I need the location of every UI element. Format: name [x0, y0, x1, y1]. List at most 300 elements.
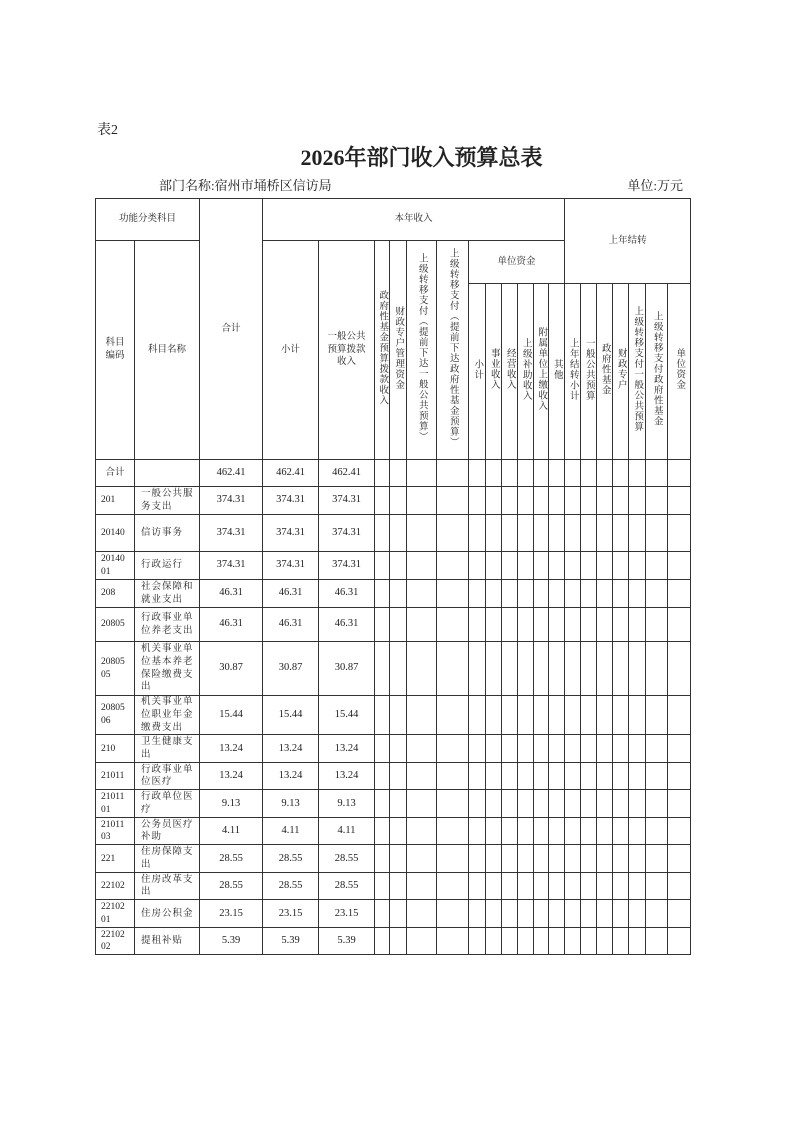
cell-empty: [549, 580, 565, 608]
cell-empty: [549, 608, 565, 642]
cell-empty: [549, 790, 565, 818]
cell-empty: [437, 552, 469, 580]
cell-empty: [469, 487, 486, 515]
cell-empty: [581, 873, 597, 900]
cell-empty: [502, 515, 518, 552]
header-last-year-col: 上级转移支付一般公共预算: [629, 284, 646, 460]
cell-empty: [518, 515, 534, 552]
header-total: 合计: [200, 199, 263, 460]
cell-empty: [469, 580, 486, 608]
cell-code: 2101101: [96, 790, 135, 818]
cell-empty: [581, 735, 597, 763]
cell-empty: [668, 552, 691, 580]
cell-total: 46.31: [200, 580, 263, 608]
cell-empty: [534, 845, 549, 873]
cell-empty: [581, 818, 597, 845]
cell-empty: [613, 696, 629, 735]
department-name: 部门名称:宿州市埇桥区信访局: [159, 178, 332, 193]
cell-empty: [549, 696, 565, 735]
cell-empty: [502, 900, 518, 928]
cell-empty: [469, 552, 486, 580]
cell-empty: [437, 696, 469, 735]
cell-general-budget: 46.31: [319, 608, 375, 642]
cell-empty: [375, 735, 390, 763]
cell-empty: [518, 763, 534, 790]
cell-empty: [565, 763, 581, 790]
cell-subtotal: 13.24: [263, 763, 319, 790]
header-last-year-col: 财政专户: [613, 284, 629, 460]
cell-empty: [597, 845, 613, 873]
cell-subtotal: 9.13: [263, 790, 319, 818]
cell-code: 2014001: [96, 552, 135, 580]
header-general-budget: 一般公共预算拨款收入: [319, 241, 375, 460]
cell-empty: [549, 873, 565, 900]
cell-empty: [390, 900, 407, 928]
cell-empty: [597, 642, 613, 696]
cell-empty: [486, 818, 502, 845]
cell-empty: [407, 552, 437, 580]
cell-empty: [407, 873, 437, 900]
cell-empty: [646, 763, 668, 790]
cell-empty: [629, 580, 646, 608]
cell-general-budget: 13.24: [319, 763, 375, 790]
cell-empty: [646, 460, 668, 487]
table-row: [96, 608, 691, 642]
cell-empty: [486, 515, 502, 552]
cell-empty: [375, 552, 390, 580]
cell-empty: [581, 900, 597, 928]
cell-empty: [502, 580, 518, 608]
cell-empty: [668, 642, 691, 696]
cell-empty: [565, 460, 581, 487]
cell-empty: [390, 735, 407, 763]
page-title: 2026年部门收入预算总表: [300, 145, 543, 170]
cell-empty: [549, 818, 565, 845]
cell-code: 2080506: [96, 696, 135, 735]
cell-empty: [390, 642, 407, 696]
cell-empty: [469, 818, 486, 845]
cell-empty: [390, 608, 407, 642]
cell-empty: [407, 818, 437, 845]
table-row: [96, 845, 691, 873]
cell-empty: [375, 790, 390, 818]
cell-empty: [646, 845, 668, 873]
cell-total: 5.39: [200, 928, 263, 955]
cell-empty: [390, 515, 407, 552]
cell-code: 2210201: [96, 900, 135, 928]
cell-empty: [375, 460, 390, 487]
cell-empty: [629, 642, 646, 696]
cell-code: 210: [96, 735, 135, 763]
cell-empty: [469, 845, 486, 873]
cell-subtotal: 13.24: [263, 735, 319, 763]
cell-empty: [668, 460, 691, 487]
header-unit-col: 小计: [469, 284, 486, 460]
cell-general-budget: 28.55: [319, 845, 375, 873]
cell-empty: [407, 515, 437, 552]
cell-empty: [668, 900, 691, 928]
cell-code: 20140: [96, 515, 135, 552]
cell-empty: [613, 790, 629, 818]
cell-empty: [437, 763, 469, 790]
cell-empty: [549, 928, 565, 955]
cell-empty: [437, 735, 469, 763]
cell-empty: [502, 696, 518, 735]
cell-code: 201: [96, 487, 135, 515]
cell-empty: [565, 696, 581, 735]
cell-empty: [437, 515, 469, 552]
cell-empty: [597, 608, 613, 642]
budget-table: [95, 198, 691, 955]
cell-empty: [407, 790, 437, 818]
header-transfer-general: 上级转移支付（提前下达一般公共预算）: [407, 241, 437, 460]
cell-name: 住房公积金: [135, 900, 200, 928]
cell-empty: [390, 580, 407, 608]
cell-empty: [613, 642, 629, 696]
cell-empty: [646, 928, 668, 955]
cell-subtotal: 374.31: [263, 487, 319, 515]
cell-empty: [534, 818, 549, 845]
cell-empty: [407, 735, 437, 763]
cell-empty: [390, 552, 407, 580]
cell-empty: [407, 487, 437, 515]
cell-empty: [534, 487, 549, 515]
cell-subtotal: 5.39: [263, 928, 319, 955]
cell-empty: [597, 790, 613, 818]
cell-empty: [668, 487, 691, 515]
cell-empty: [597, 460, 613, 487]
cell-name: 社会保障和就业支出: [135, 580, 200, 608]
cell-empty: [613, 873, 629, 900]
cell-empty: [581, 696, 597, 735]
cell-empty: [390, 790, 407, 818]
cell-empty: [407, 642, 437, 696]
cell-empty: [565, 608, 581, 642]
cell-empty: [629, 818, 646, 845]
cell-empty: [390, 818, 407, 845]
cell-empty: [407, 608, 437, 642]
cell-empty: [375, 580, 390, 608]
cell-empty: [390, 696, 407, 735]
cell-empty: [437, 900, 469, 928]
cell-general-budget: 5.39: [319, 928, 375, 955]
cell-empty: [565, 928, 581, 955]
cell-empty: [437, 790, 469, 818]
cell-empty: [646, 642, 668, 696]
cell-code: 221: [96, 845, 135, 873]
cell-empty: [646, 515, 668, 552]
cell-code: 20805: [96, 608, 135, 642]
cell-name: 住房改革支出: [135, 873, 200, 900]
cell-subtotal: 46.31: [263, 580, 319, 608]
unit-label: 单位:万元: [627, 178, 683, 193]
table-row: [96, 552, 691, 580]
cell-empty: [437, 580, 469, 608]
cell-empty: [613, 845, 629, 873]
header-code: 科目编码: [96, 241, 135, 460]
table-row: [96, 460, 691, 487]
cell-empty: [565, 735, 581, 763]
cell-empty: [390, 763, 407, 790]
cell-empty: [518, 642, 534, 696]
cell-empty: [549, 460, 565, 487]
header-unit-col: 其他: [549, 284, 565, 460]
cell-empty: [565, 552, 581, 580]
cell-empty: [646, 900, 668, 928]
cell-subtotal: 28.55: [263, 845, 319, 873]
cell-code: 合计: [96, 460, 135, 487]
cell-empty: [486, 580, 502, 608]
cell-empty: [518, 845, 534, 873]
cell-empty: [486, 608, 502, 642]
table-row: [96, 818, 691, 845]
cell-empty: [502, 608, 518, 642]
cell-general-budget: 374.31: [319, 487, 375, 515]
cell-empty: [581, 552, 597, 580]
cell-empty: [581, 928, 597, 955]
cell-empty: [629, 928, 646, 955]
cell-empty: [668, 735, 691, 763]
cell-total: 30.87: [200, 642, 263, 696]
cell-general-budget: 374.31: [319, 515, 375, 552]
cell-empty: [581, 763, 597, 790]
cell-empty: [646, 608, 668, 642]
cell-empty: [407, 696, 437, 735]
cell-general-budget: 28.55: [319, 873, 375, 900]
header-unit-col: 上级补助收入: [518, 284, 534, 460]
cell-empty: [549, 552, 565, 580]
cell-empty: [534, 735, 549, 763]
table-row: [96, 763, 691, 790]
cell-empty: [613, 735, 629, 763]
cell-name: [135, 460, 200, 487]
cell-subtotal: 23.15: [263, 900, 319, 928]
cell-empty: [437, 873, 469, 900]
cell-empty: [437, 608, 469, 642]
cell-name: 行政事业单位养老支出: [135, 608, 200, 642]
cell-empty: [597, 900, 613, 928]
header-this-year: 本年收入: [263, 199, 565, 241]
cell-subtotal: 374.31: [263, 515, 319, 552]
cell-name: 机关事业单位基本养老保险缴费支出: [135, 642, 200, 696]
table-row: [96, 900, 691, 928]
cell-general-budget: 4.11: [319, 818, 375, 845]
cell-empty: [646, 818, 668, 845]
cell-empty: [597, 487, 613, 515]
header-unit-col: 经营收入: [502, 284, 518, 460]
cell-empty: [629, 608, 646, 642]
cell-empty: [549, 845, 565, 873]
cell-name: 卫生健康支出: [135, 735, 200, 763]
cell-empty: [518, 552, 534, 580]
cell-general-budget: 46.31: [319, 580, 375, 608]
cell-general-budget: 30.87: [319, 642, 375, 696]
cell-empty: [518, 460, 534, 487]
cell-code: 2080505: [96, 642, 135, 696]
cell-empty: [502, 460, 518, 487]
cell-empty: [502, 873, 518, 900]
cell-empty: [629, 790, 646, 818]
cell-code: 2210202: [96, 928, 135, 955]
cell-empty: [502, 735, 518, 763]
cell-total: 46.31: [200, 608, 263, 642]
header-last-year-col: 上年结转小计: [565, 284, 581, 460]
cell-empty: [549, 900, 565, 928]
cell-empty: [518, 487, 534, 515]
cell-empty: [469, 696, 486, 735]
cell-general-budget: 462.41: [319, 460, 375, 487]
cell-empty: [613, 580, 629, 608]
cell-total: 374.31: [200, 515, 263, 552]
cell-empty: [469, 642, 486, 696]
cell-name: 行政事业单位医疗: [135, 763, 200, 790]
cell-empty: [629, 552, 646, 580]
cell-empty: [646, 552, 668, 580]
table-row: [96, 696, 691, 735]
cell-subtotal: 46.31: [263, 608, 319, 642]
cell-empty: [534, 696, 549, 735]
cell-total: 4.11: [200, 818, 263, 845]
cell-empty: [502, 763, 518, 790]
cell-empty: [629, 735, 646, 763]
table-row: [96, 790, 691, 818]
cell-empty: [518, 873, 534, 900]
cell-empty: [437, 487, 469, 515]
cell-empty: [565, 818, 581, 845]
cell-empty: [534, 873, 549, 900]
cell-empty: [613, 460, 629, 487]
cell-general-budget: 9.13: [319, 790, 375, 818]
cell-empty: [469, 763, 486, 790]
cell-empty: [534, 580, 549, 608]
cell-empty: [668, 790, 691, 818]
cell-empty: [534, 763, 549, 790]
cell-empty: [502, 845, 518, 873]
cell-empty: [597, 735, 613, 763]
cell-empty: [486, 487, 502, 515]
cell-total: 28.55: [200, 845, 263, 873]
cell-code: 21011: [96, 763, 135, 790]
cell-empty: [629, 845, 646, 873]
table-row: [96, 580, 691, 608]
cell-empty: [581, 790, 597, 818]
cell-empty: [486, 735, 502, 763]
cell-empty: [375, 515, 390, 552]
cell-empty: [486, 845, 502, 873]
table-row: [96, 515, 691, 552]
cell-general-budget: 13.24: [319, 735, 375, 763]
cell-empty: [668, 608, 691, 642]
cell-empty: [646, 696, 668, 735]
cell-empty: [565, 580, 581, 608]
cell-empty: [407, 845, 437, 873]
cell-empty: [629, 696, 646, 735]
cell-empty: [518, 790, 534, 818]
cell-code: 2101103: [96, 818, 135, 845]
header-func-category: 功能分类科目: [96, 199, 200, 241]
cell-empty: [375, 818, 390, 845]
cell-empty: [469, 873, 486, 900]
cell-name: 提租补贴: [135, 928, 200, 955]
table-row: [96, 642, 691, 696]
cell-empty: [549, 515, 565, 552]
cell-empty: [629, 515, 646, 552]
cell-empty: [518, 900, 534, 928]
cell-empty: [646, 735, 668, 763]
cell-empty: [486, 696, 502, 735]
cell-empty: [437, 642, 469, 696]
cell-empty: [613, 928, 629, 955]
cell-empty: [668, 580, 691, 608]
cell-empty: [469, 790, 486, 818]
cell-empty: [469, 608, 486, 642]
cell-empty: [565, 790, 581, 818]
cell-empty: [597, 515, 613, 552]
cell-empty: [613, 608, 629, 642]
cell-empty: [534, 515, 549, 552]
cell-empty: [613, 763, 629, 790]
cell-empty: [549, 763, 565, 790]
cell-empty: [437, 928, 469, 955]
header-last-year-col: 一般公共预算: [581, 284, 597, 460]
header-last-year-col: 上级转移支付政府性基金: [646, 284, 668, 460]
cell-empty: [486, 900, 502, 928]
cell-name: 行政运行: [135, 552, 200, 580]
cell-empty: [613, 818, 629, 845]
header-transfer-gov: 上级转移支付（提前下达政府性基金预算）: [437, 241, 469, 460]
cell-empty: [597, 873, 613, 900]
header-unit-col: 附属单位上缴收入: [534, 284, 549, 460]
cell-empty: [613, 515, 629, 552]
header-subtotal: 小计: [263, 241, 319, 460]
cell-empty: [565, 487, 581, 515]
header-fiscal-special: 财政专户管理资金: [390, 241, 407, 460]
cell-name: 行政单位医疗: [135, 790, 200, 818]
header-last-year-col: 单位资金: [668, 284, 691, 460]
cell-empty: [469, 928, 486, 955]
cell-empty: [518, 580, 534, 608]
cell-empty: [629, 763, 646, 790]
cell-empty: [581, 515, 597, 552]
cell-empty: [629, 900, 646, 928]
cell-empty: [390, 873, 407, 900]
cell-subtotal: 4.11: [263, 818, 319, 845]
cell-empty: [437, 818, 469, 845]
cell-empty: [597, 696, 613, 735]
cell-subtotal: 374.31: [263, 552, 319, 580]
table-row: [96, 735, 691, 763]
cell-empty: [534, 790, 549, 818]
cell-empty: [469, 460, 486, 487]
cell-total: 23.15: [200, 900, 263, 928]
header-last-year: 上年结转: [565, 199, 691, 284]
cell-empty: [668, 696, 691, 735]
cell-empty: [549, 642, 565, 696]
cell-empty: [375, 487, 390, 515]
cell-empty: [565, 845, 581, 873]
cell-empty: [518, 928, 534, 955]
cell-empty: [375, 900, 390, 928]
cell-empty: [668, 845, 691, 873]
cell-empty: [613, 552, 629, 580]
cell-general-budget: 23.15: [319, 900, 375, 928]
cell-total: 462.41: [200, 460, 263, 487]
cell-code: 208: [96, 580, 135, 608]
cell-empty: [613, 487, 629, 515]
cell-empty: [375, 845, 390, 873]
cell-total: 374.31: [200, 487, 263, 515]
cell-empty: [597, 818, 613, 845]
